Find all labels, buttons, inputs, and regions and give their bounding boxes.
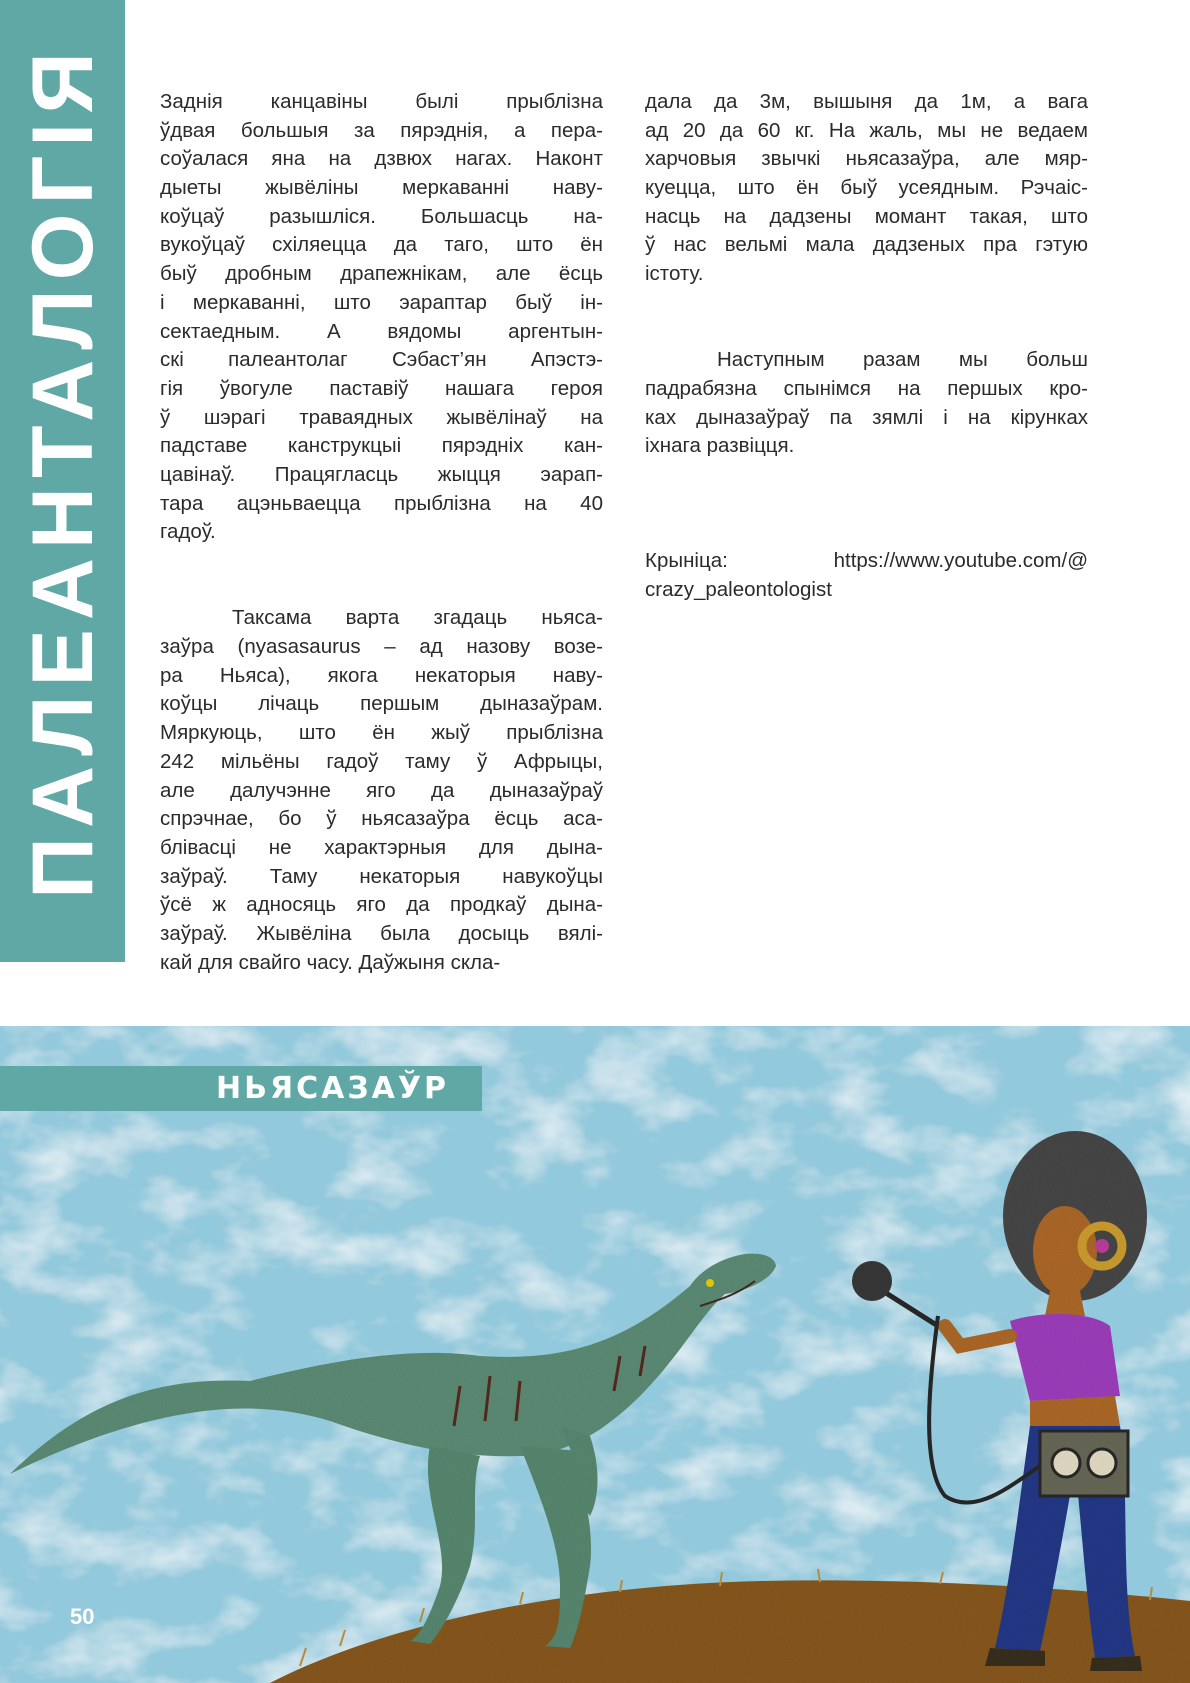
paragraph — [645, 346, 1088, 461]
text-line: соўалася яна на дзвюх нагах. Наконт — [160, 147, 603, 171]
text-line: гадоў. — [160, 520, 216, 544]
source-label-line[interactable]: Крыніца: https://www.youtube.com/@ — [645, 548, 1088, 572]
paragraph — [160, 88, 603, 547]
text-line: цавінаў. Працягласць жыцця эарап- — [160, 462, 603, 486]
section-title: ПАЛЕАНТАЛОГІЯ — [14, 43, 111, 899]
text-line: коўцаў разышліся. Большасць на- — [160, 204, 603, 228]
text-line: гія ўвогуле паставіў нашага героя — [160, 376, 603, 400]
text-line: быў дробным драпежнікам, але ёсць — [160, 262, 603, 286]
illustration-nyasasaurus — [0, 1026, 1190, 1683]
text-line: істоту. — [645, 262, 704, 286]
text-line: ў нас вельмі мала дадзеных пра гэтую — [645, 233, 1088, 257]
text-line: кай для свайго часу. Даўжыня скла- — [160, 950, 501, 974]
section-sidebar — [0, 0, 125, 962]
text-line: сектаедным. А вядомы аргентын- — [160, 319, 603, 343]
text-line: ра Ньяса), якога некаторыя наву- — [160, 663, 603, 687]
left-column — [160, 88, 603, 1035]
text-line: ад 20 да 60 кг. На жаль, мы не ведаем — [645, 118, 1088, 142]
paragraph — [160, 604, 603, 977]
text-line: ўдвая большыя за пярэднія, а пера- — [160, 118, 603, 142]
text-line: ўсё ж адносяць яго да продкаў дына- — [160, 893, 603, 917]
text-line: блівасці не характэрныя для дына- — [160, 835, 603, 859]
text-line: насць на дадзены момант такая, што — [645, 204, 1088, 228]
source-link-line[interactable]: crazy_paleontologist — [645, 577, 832, 601]
text-line: падставе канструкцыі пярэдніх кан- — [160, 434, 603, 458]
illustration-label — [0, 1066, 482, 1111]
text-line: заўраў. Жывёліна была досыць вялі- — [160, 921, 603, 945]
text-line: Заднія канцавіны былі прыблізна — [160, 90, 603, 113]
text-line: куецца, што ён быў усеядным. Рэчаіс- — [645, 176, 1088, 200]
text-line: коўцы лічаць першым дыназаўрам. — [160, 692, 603, 716]
text-line: тара ацэньваецца прыблізна на 40 — [160, 491, 603, 515]
text-line: Мяркуюць, што ён жыў прыблізна — [160, 721, 603, 745]
text-line: вукоўцаў схіляецца да таго, што ён — [160, 233, 603, 257]
text-line: падрабязна спынімся на першых кро- — [645, 376, 1088, 400]
text-line: ках дыназаўраў па зямлі і на кірунках — [645, 405, 1088, 429]
text-line: заўра (nyasasaurus – ад назову возе- — [160, 635, 603, 659]
text-line: харчовыя звычкі ньясазаўра, але мяр- — [645, 147, 1088, 171]
text-line: скі палеантолаг Сэбаст’ян Апэстэ- — [160, 348, 603, 372]
text-line: іхнага развіцця. — [645, 434, 795, 458]
text-line: і меркаванні, што эараптар быў ін- — [160, 290, 603, 314]
text-line: але далучэнне яго да дыназаўраў — [160, 778, 603, 802]
source-citation — [645, 547, 1088, 604]
text-line: дала да 3м, вышыня да 1м, а вага — [645, 90, 1088, 113]
text-line: заўраў. Таму некаторыя навукоўцы — [160, 864, 603, 888]
text-line: Таксама варта згадаць ньяса- — [232, 606, 603, 630]
paragraph — [645, 88, 1088, 289]
text-line: спрэчнае, бо ў ньясазаўра ёсць аса- — [160, 807, 603, 831]
text-line: ў шэрагі траваядных жывёлінаў на — [160, 405, 603, 429]
illustration-label-text: НЬЯСАЗАЎР — [216, 1071, 449, 1106]
right-column — [645, 88, 1088, 662]
text-line: Наступным разам мы больш — [717, 348, 1088, 372]
text-line: дыеты жывёліны меркаванні наву- — [160, 176, 603, 200]
text-line: 242 мільёны гадоў таму ў Афрыцы, — [160, 749, 603, 773]
page-number: 50 — [70, 1604, 95, 1629]
